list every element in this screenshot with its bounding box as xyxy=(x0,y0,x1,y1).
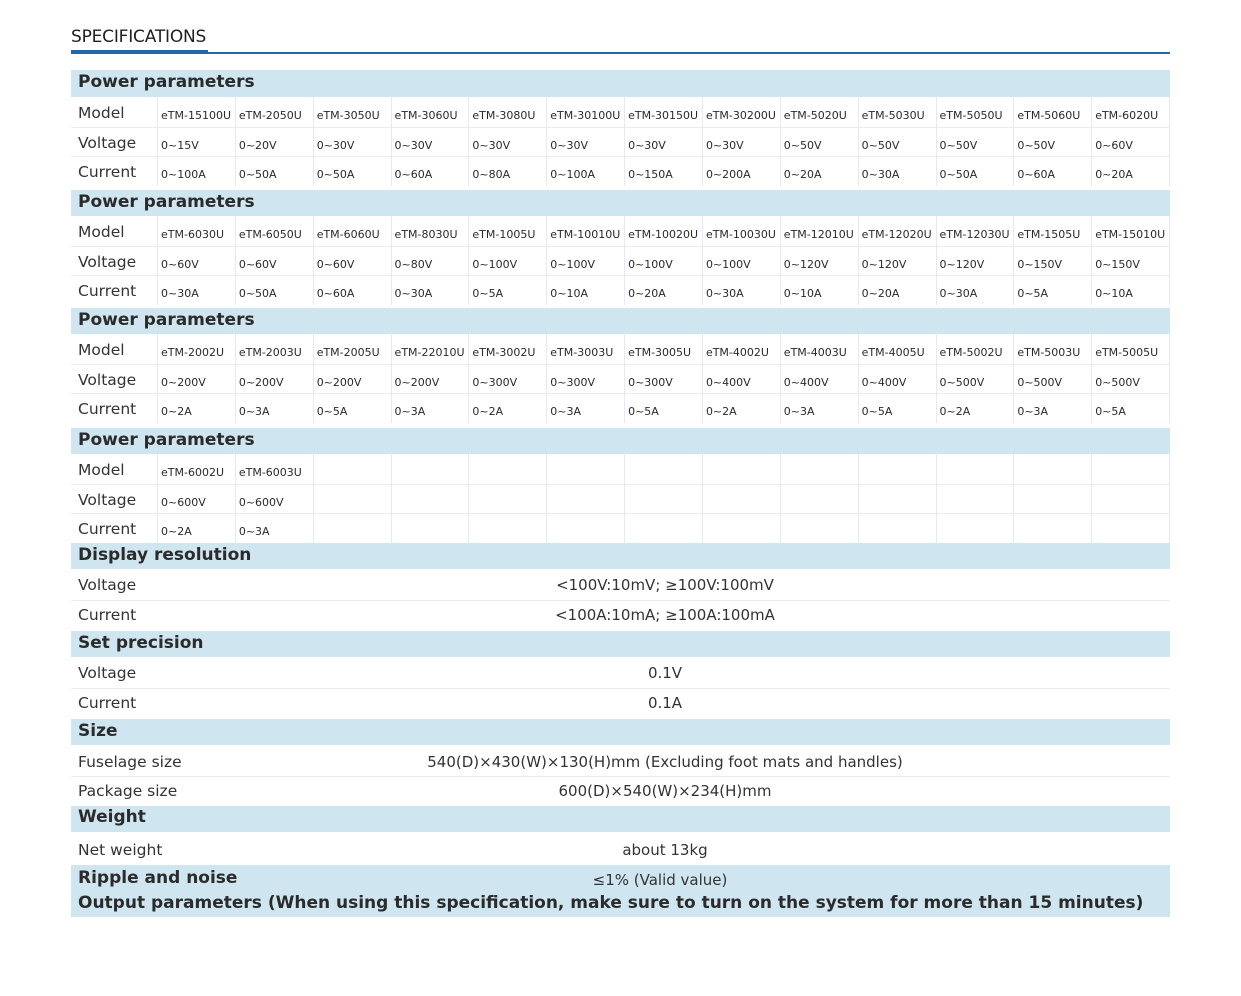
column-divider xyxy=(936,97,937,186)
voltage-cell: 0~30V xyxy=(316,138,355,152)
model-cell: eTM-1005U xyxy=(472,228,536,241)
current-cell: 0~3A xyxy=(783,405,815,418)
column-divider xyxy=(702,334,703,423)
section-header-display-resolution xyxy=(71,543,1170,569)
column-divider xyxy=(157,216,158,305)
model-cell: eTM-4002U xyxy=(705,346,769,359)
column-divider xyxy=(936,454,937,543)
row-label-voltage: Voltage xyxy=(78,664,137,682)
current-cell: 0~2A xyxy=(161,525,192,538)
row-divider xyxy=(71,688,1170,689)
current-cell: 0~3A xyxy=(394,405,426,418)
voltage-cell: 0~150V xyxy=(1017,257,1063,271)
column-divider xyxy=(780,216,781,305)
voltage-cell: 0~100V xyxy=(705,257,751,271)
current-cell: 0~50A xyxy=(939,168,978,181)
column-divider xyxy=(157,97,158,186)
voltage-cell: 0~60V xyxy=(316,257,355,271)
model-cell: eTM-6060U xyxy=(316,228,380,241)
column-divider xyxy=(235,216,236,305)
column-divider xyxy=(624,97,625,186)
voltage-cell: 0~400V xyxy=(783,375,829,389)
row-label-model: Model xyxy=(78,223,125,241)
section-title: Set precision xyxy=(78,633,204,653)
column-divider xyxy=(1013,454,1014,543)
model-cell: eTM-6020U xyxy=(1095,109,1159,122)
section-title: Weight xyxy=(78,807,146,827)
current-cell: 0~20A xyxy=(628,287,666,300)
row-divider xyxy=(71,246,1170,247)
current-cell: 0~200A xyxy=(705,168,751,181)
current-cell: 0~10A xyxy=(550,287,588,300)
row-label-voltage: Voltage xyxy=(78,576,137,594)
row-label-voltage: Voltage xyxy=(78,252,137,271)
column-divider xyxy=(546,454,547,543)
column-divider xyxy=(1091,216,1092,305)
voltage-cell: 0~60V xyxy=(1095,138,1133,152)
row-label-fuselage-size: Fuselage size xyxy=(78,753,182,771)
row-label-model: Model xyxy=(78,461,125,479)
section-title: Power parameters xyxy=(78,430,255,450)
current-cell: 0~5A xyxy=(472,287,504,300)
model-cell: eTM-10030U xyxy=(705,228,776,241)
column-divider xyxy=(391,334,392,423)
current-cell: 0~5A xyxy=(1017,287,1049,300)
current-cell: 0~3A xyxy=(1017,405,1049,418)
voltage-cell: 0~100V xyxy=(550,257,595,271)
voltage-cell: 0~600V xyxy=(238,495,284,509)
row-label-voltage: Voltage xyxy=(78,370,137,389)
voltage-cell: 0~400V xyxy=(705,375,751,389)
voltage-cell: 0~200V xyxy=(316,375,362,389)
model-cell: eTM-30200U xyxy=(705,109,776,122)
column-divider xyxy=(702,454,703,543)
model-cell: eTM-8030U xyxy=(394,228,458,241)
current-cell: 0~3A xyxy=(238,405,270,418)
row-label-package-size: Package size xyxy=(78,782,178,800)
display-resolution-voltage-value: <100V:10mV; ≥100V:100mV xyxy=(556,576,774,594)
model-cell: eTM-5030U xyxy=(861,109,925,122)
voltage-cell: 0~100V xyxy=(628,257,673,271)
fuselage-size-value: 540(D)×430(W)×130(H)mm (Excluding foot mats and handles) xyxy=(427,753,903,771)
voltage-cell: 0~50V xyxy=(861,138,900,152)
column-divider xyxy=(546,216,547,305)
model-cell: eTM-4003U xyxy=(783,346,847,359)
row-label-model: Model xyxy=(78,104,125,122)
model-cell: eTM-5002U xyxy=(939,346,1003,359)
current-cell: 0~60A xyxy=(316,287,355,300)
model-cell: eTM-2005U xyxy=(316,346,380,359)
current-cell: 0~60A xyxy=(394,168,433,181)
column-divider xyxy=(1013,334,1014,423)
current-cell: 0~5A xyxy=(861,405,893,418)
column-divider xyxy=(858,454,859,543)
column-divider xyxy=(858,97,859,186)
row-label-current: Current xyxy=(78,606,137,624)
current-cell: 0~3A xyxy=(238,525,270,538)
column-divider xyxy=(468,216,469,305)
model-cell: eTM-5060U xyxy=(1017,109,1081,122)
model-cell: eTM-6002U xyxy=(161,466,224,479)
voltage-cell: 0~300V xyxy=(550,375,595,389)
model-cell: eTM-10020U xyxy=(628,228,699,241)
output-parameters-note: Output parameters (When using this specification, make sure to turn on the system for more than 15 minutes) xyxy=(78,893,1144,913)
model-cell: eTM-12010U xyxy=(783,228,854,241)
current-cell: 0~2A xyxy=(939,405,971,418)
voltage-cell: 0~15V xyxy=(161,138,199,152)
model-cell: eTM-22010U xyxy=(394,346,465,359)
voltage-cell: 0~600V xyxy=(161,495,206,509)
voltage-cell: 0~120V xyxy=(939,257,985,271)
section-title: Power parameters xyxy=(78,310,255,330)
column-divider xyxy=(780,334,781,423)
model-cell: eTM-10010U xyxy=(550,228,621,241)
net-weight-value: about 13kg xyxy=(622,841,708,859)
package-size-value: 600(D)×540(W)×234(H)mm xyxy=(558,782,772,800)
column-divider xyxy=(780,454,781,543)
current-cell: 0~30A xyxy=(161,287,199,300)
column-divider xyxy=(235,334,236,423)
model-cell: eTM-3002U xyxy=(472,346,536,359)
set-precision-voltage-value: 0.1V xyxy=(647,664,683,682)
column-divider xyxy=(313,334,314,423)
column-divider xyxy=(468,97,469,186)
voltage-cell: 0~100V xyxy=(472,257,518,271)
current-cell: 0~60A xyxy=(1017,168,1056,181)
row-divider xyxy=(71,513,1170,514)
model-cell: eTM-5005U xyxy=(1095,346,1159,359)
column-divider xyxy=(624,454,625,543)
model-cell: eTM-3050U xyxy=(316,109,380,122)
current-cell: 0~5A xyxy=(628,405,659,418)
section-title: Power parameters xyxy=(78,192,255,212)
section-header-power-2 xyxy=(71,190,1170,216)
voltage-cell: 0~300V xyxy=(628,375,673,389)
column-divider xyxy=(546,334,547,423)
column-divider xyxy=(313,97,314,186)
voltage-cell: 0~60V xyxy=(238,257,277,271)
model-cell: eTM-4005U xyxy=(861,346,925,359)
column-divider xyxy=(157,334,158,423)
column-divider xyxy=(1169,334,1170,423)
voltage-cell: 0~60V xyxy=(161,257,199,271)
voltage-cell: 0~80V xyxy=(394,257,433,271)
set-precision-current-value: 0.1A xyxy=(647,694,683,712)
voltage-cell: 0~50V xyxy=(939,138,978,152)
row-divider xyxy=(71,364,1170,365)
model-cell: eTM-6050U xyxy=(238,228,302,241)
row-divider xyxy=(71,393,1170,394)
current-cell: 0~2A xyxy=(161,405,192,418)
column-divider xyxy=(235,97,236,186)
column-divider xyxy=(624,216,625,305)
voltage-cell: 0~200V xyxy=(161,375,206,389)
column-divider xyxy=(702,216,703,305)
row-label-current: Current xyxy=(78,520,137,538)
model-cell: eTM-5003U xyxy=(1017,346,1081,359)
section-header-size xyxy=(71,719,1170,745)
specifications-table xyxy=(71,0,1170,996)
row-label-current: Current xyxy=(78,163,137,181)
model-cell: eTM-6030U xyxy=(161,228,224,241)
column-divider xyxy=(391,454,392,543)
column-divider xyxy=(1091,97,1092,186)
voltage-cell: 0~150V xyxy=(1095,257,1140,271)
model-cell: eTM-2002U xyxy=(161,346,224,359)
column-divider xyxy=(1169,97,1170,186)
voltage-cell: 0~50V xyxy=(1017,138,1056,152)
voltage-cell: 0~300V xyxy=(472,375,518,389)
current-cell: 0~10A xyxy=(1095,287,1133,300)
current-cell: 0~10A xyxy=(783,287,822,300)
current-cell: 0~50A xyxy=(316,168,355,181)
section-ripple-output xyxy=(71,865,1170,917)
current-cell: 0~50A xyxy=(238,287,277,300)
column-divider xyxy=(468,334,469,423)
row-divider xyxy=(71,484,1170,485)
column-divider xyxy=(468,454,469,543)
model-cell: eTM-3003U xyxy=(550,346,614,359)
row-label-current: Current xyxy=(78,694,137,712)
section-header-power-1 xyxy=(71,70,1170,97)
current-cell: 0~50A xyxy=(238,168,277,181)
current-cell: 0~2A xyxy=(705,405,737,418)
section-title: Power parameters xyxy=(78,72,255,92)
model-cell: eTM-30150U xyxy=(628,109,699,122)
column-divider xyxy=(936,216,937,305)
section-title: Size xyxy=(78,721,118,741)
current-cell: 0~20A xyxy=(783,168,822,181)
row-label-voltage: Voltage xyxy=(78,133,137,152)
column-divider xyxy=(1169,454,1170,543)
section-title: Display resolution xyxy=(78,545,252,565)
column-divider xyxy=(1091,334,1092,423)
current-cell: 0~20A xyxy=(1095,168,1133,181)
current-cell: 0~5A xyxy=(316,405,348,418)
voltage-cell: 0~500V xyxy=(1095,375,1140,389)
row-label-current: Current xyxy=(78,282,137,300)
voltage-cell: 0~30V xyxy=(394,138,433,152)
voltage-cell: 0~500V xyxy=(939,375,985,389)
voltage-cell: 0~120V xyxy=(783,257,829,271)
column-divider xyxy=(546,97,547,186)
row-divider xyxy=(71,127,1170,128)
model-cell: eTM-1505U xyxy=(1017,228,1081,241)
row-label-voltage: Voltage xyxy=(78,490,137,509)
voltage-cell: 0~400V xyxy=(861,375,907,389)
model-cell: eTM-15010U xyxy=(1095,228,1166,241)
model-cell: eTM-6003U xyxy=(238,466,302,479)
current-cell: 0~20A xyxy=(861,287,900,300)
row-label-net-weight: Net weight xyxy=(78,841,163,859)
model-cell: eTM-12030U xyxy=(939,228,1010,241)
column-divider xyxy=(1169,216,1170,305)
model-cell: eTM-5050U xyxy=(939,109,1003,122)
current-cell: 0~100A xyxy=(550,168,595,181)
column-divider xyxy=(858,216,859,305)
row-divider xyxy=(71,275,1170,276)
section-header-weight xyxy=(71,806,1170,832)
column-divider xyxy=(157,454,158,543)
model-cell: eTM-5020U xyxy=(783,109,847,122)
model-cell: eTM-3060U xyxy=(394,109,458,122)
column-divider xyxy=(313,216,314,305)
column-divider xyxy=(391,97,392,186)
voltage-cell: 0~30V xyxy=(472,138,511,152)
section-header-set-precision xyxy=(71,631,1170,657)
section-header-power-3 xyxy=(71,308,1170,334)
column-divider xyxy=(1013,97,1014,186)
display-resolution-current-value: <100A:10mA; ≥100A:100mA xyxy=(555,606,775,624)
current-cell: 0~100A xyxy=(161,168,206,181)
column-divider xyxy=(702,97,703,186)
model-cell: eTM-12020U xyxy=(861,228,932,241)
column-divider xyxy=(624,334,625,423)
row-divider xyxy=(71,776,1170,777)
column-divider xyxy=(780,97,781,186)
current-cell: 0~30A xyxy=(861,168,900,181)
current-cell: 0~2A xyxy=(472,405,504,418)
ripple-noise-value: ≤1% (Valid value) xyxy=(592,871,728,889)
current-cell: 0~3A xyxy=(550,405,581,418)
row-divider xyxy=(71,156,1170,157)
model-cell: eTM-2003U xyxy=(238,346,302,359)
column-divider xyxy=(1091,454,1092,543)
model-cell: eTM-3005U xyxy=(628,346,692,359)
model-cell: eTM-2050U xyxy=(238,109,302,122)
page-title: SPECIFICATIONS xyxy=(71,27,207,47)
current-cell: 0~30A xyxy=(705,287,744,300)
column-divider xyxy=(1013,216,1014,305)
voltage-cell: 0~20V xyxy=(238,138,277,152)
model-cell: eTM-30100U xyxy=(550,109,621,122)
column-divider xyxy=(858,334,859,423)
current-cell: 0~30A xyxy=(939,287,978,300)
section-header-power-4 xyxy=(71,428,1170,454)
row-divider xyxy=(71,600,1170,601)
current-cell: 0~150A xyxy=(628,168,673,181)
row-label-model: Model xyxy=(78,341,125,359)
column-divider xyxy=(936,334,937,423)
voltage-cell: 0~200V xyxy=(394,375,440,389)
ripple-noise-title: Ripple and noise xyxy=(78,868,238,888)
voltage-cell: 0~30V xyxy=(628,138,666,152)
row-label-current: Current xyxy=(78,400,137,418)
voltage-cell: 0~200V xyxy=(238,375,284,389)
current-cell: 0~5A xyxy=(1095,405,1126,418)
voltage-cell: 0~120V xyxy=(861,257,907,271)
column-divider xyxy=(235,454,236,543)
model-cell: eTM-15100U xyxy=(161,109,231,122)
voltage-cell: 0~50V xyxy=(783,138,822,152)
current-cell: 0~80A xyxy=(472,168,511,181)
column-divider xyxy=(313,454,314,543)
voltage-cell: 0~30V xyxy=(550,138,588,152)
column-divider xyxy=(391,216,392,305)
voltage-cell: 0~500V xyxy=(1017,375,1063,389)
model-cell: eTM-3080U xyxy=(472,109,536,122)
voltage-cell: 0~30V xyxy=(705,138,744,152)
current-cell: 0~30A xyxy=(394,287,433,300)
